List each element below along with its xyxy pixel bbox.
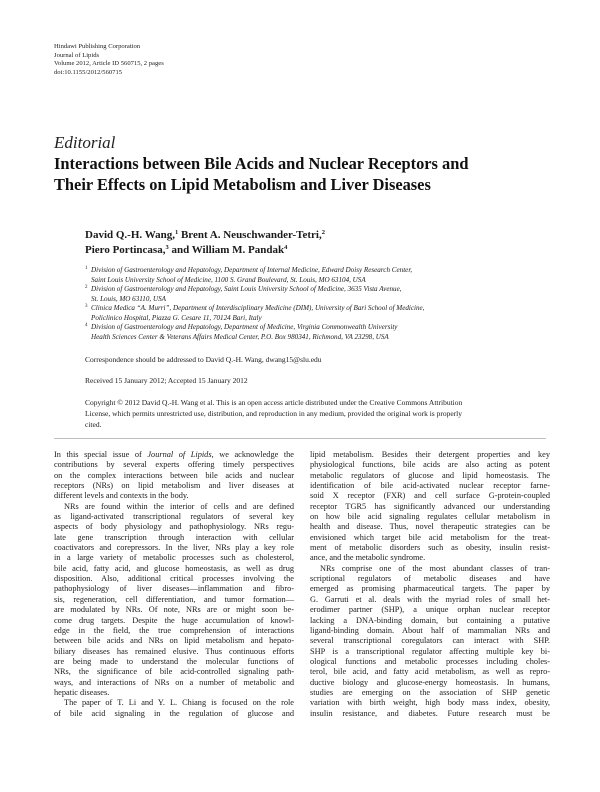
body-text-line: ligand-binding domain. About half of mammalian NRs and — [310, 625, 550, 635]
body-text-line: are being made to understand the molecular functions of — [54, 656, 294, 666]
copyright-line: Copyright © 2012 David Q.-H. Wang et al. This is an open access article distributed under the Creative Commons Attribution — [85, 398, 463, 407]
author-name: David Q.-H. Wang, — [85, 229, 175, 241]
copyright-line: cited. — [85, 420, 102, 429]
body-text-line: contributions by several experts offering timely perspectives — [54, 460, 294, 470]
affiliation-list — [85, 266, 555, 342]
body-text-line: coactivators and corepressors. In the liver, NRs play a key role — [54, 543, 294, 553]
body-paragraph — [54, 502, 294, 699]
body-text-line: soid X receptor (FXR) and cell surface G-protein-coupled — [310, 491, 550, 501]
body-text-line: on how bile acid signaling regulates cellular metabolism in — [310, 512, 550, 522]
body-text-line: receptors (NRs) on lipid metabolism and liver diseases at — [54, 481, 294, 491]
affiliation-line: Health Sciences Center & Veterans Affairs Medical Center, P.O. Box 980341, Richmond, VA 23298, USA — [91, 332, 389, 341]
body-text-line: physiological functions, bile acids are also acting as potent — [310, 460, 550, 470]
title-line: Interactions between Bile Acids and Nuclear Receptors and — [54, 154, 469, 173]
body-text-line: ment of metabolic disorders such as obesity, insulin resist- — [310, 543, 550, 553]
affiliation — [85, 323, 555, 342]
body-text-line: receptor TGR5 has significantly advanced our understanding — [310, 501, 550, 511]
affiliation-line: Division of Gastroenterology and Hepatology, Department of Medicine, Virginia Commonwealth University — [91, 323, 398, 331]
body-text-line: of bile acid signaling in the regulation of glucose and — [54, 708, 294, 718]
affiliation — [85, 266, 555, 285]
body-text-line: ways, and interactions of NRs on a number of metabolic and — [54, 677, 294, 687]
body-text-line: ductive biology and glucose-energy homeostasis. In humans, — [310, 677, 550, 687]
author-name: Brent A. Neuschwander-Tetri, — [180, 229, 322, 241]
body-text-line: emerged as promising pharmaceutical targets. The paper by — [310, 584, 550, 594]
author-name: and William M. Pandak — [171, 244, 285, 256]
body-text-line: NRs, the significance of bile acid-controlled signaling path- — [54, 667, 294, 677]
body-text-line: envisioned which target bile acid metabolism for the treat- — [310, 532, 550, 542]
affiliation-line: Policlinico Hospital, Piazza G. Cesare 11, 70124 Bari, Italy — [91, 313, 262, 322]
received-accepted-dates: Received 15 January 2012; Accepted 15 January 2012 — [85, 376, 248, 385]
body-text-line: The paper of T. Li and Y. L. Chiang is focused on the role — [64, 698, 294, 708]
affiliation-line: Clinica Medica “A. Murri”, Department of Interdisciplinary Medicine (DIM), University of Bari School of Medicine, — [91, 304, 425, 312]
body-text-line: ance, and the metabolic syndrome. — [310, 553, 426, 563]
copyright-line: License, which permits unrestricted use, distribution, and reproduction in any medium, provided the original work is properly — [85, 409, 462, 418]
body-text-line: pathophysiology of liver diseases—inflammation and fibro- — [54, 584, 294, 594]
affiliation-line: Division of Gastroenterology and Hepatology, Saint Louis University School of Medicine, 3635 Vista Avenue, — [91, 285, 402, 293]
body-text-line: biliary diseases has remained elusive. Thus continuous efforts — [54, 646, 294, 656]
body-text-line: in a large variety of metabolic processes such as cholesterol, — [54, 553, 294, 563]
author-list — [85, 228, 525, 258]
body-text-line: sis, regeneration, cell differentiation, and tumor formation— — [54, 594, 294, 604]
affiliation-number: 3 — [85, 304, 88, 309]
affiliation — [85, 304, 555, 323]
journal-header — [54, 43, 354, 77]
section-divider — [54, 438, 546, 439]
body-text-line: disposition. Also, additional critical processes involving the — [54, 574, 294, 584]
affiliation-marker: 4 — [284, 244, 288, 251]
affiliation-line: Saint Louis University School of Medicine, 1100 S. Grand Boulevard, St. Louis, MO 63104, USA — [91, 275, 366, 284]
body-text-line: metabolic regulators of glucose and lipid homeostasis. The — [310, 470, 550, 480]
affiliation-line: Division of Gastroenterology and Hepatology, Department of Internal Medicine, Edward Doisy Research Center, — [91, 266, 413, 274]
body-text-line: G. Garruti et al. deals with the myriad roles of small het- — [310, 594, 550, 604]
body-text-line: come drug targets. Despite the huge accumulation of knowl- — [54, 615, 294, 625]
body-text-line: as ligand-activated transcriptional regulators of several key — [54, 512, 294, 522]
affiliation-marker: 3 — [165, 244, 169, 251]
body-text-line: between bile acids and NRs on lipid metabolism and hepato- — [54, 636, 294, 646]
author-line — [85, 243, 525, 258]
body-text-line: studies are emerging on the association of SHP genetic — [310, 687, 550, 697]
affiliation-number: 2 — [85, 285, 88, 290]
body-text-line: scriptional regulators of metabolic diseases and have — [310, 574, 550, 584]
body-text-line: erodimer partner (SHP), a unique orphan nuclear receptor — [310, 605, 550, 615]
body-text-line: ological functions and metabolic processes including choles- — [310, 656, 550, 666]
body-text-line: lacking a DNA-binding domain, but containing a putative — [310, 615, 550, 625]
body-text-line: several transcriptional coregulators can interact with SHP. — [310, 636, 550, 646]
body-text-line: are modulated by NRs. Of note, NRs are or might soon be- — [54, 605, 294, 615]
journal-name: Journal of Lipids — [54, 51, 100, 59]
body-text-line: bile acid, fatty acid, and glucose homeostasis, as well as drug — [54, 563, 294, 573]
affiliation-line: St. Louis, MO 63110, USA — [91, 294, 166, 303]
body-text-line: aspects of body physiology and pathophysiology. NRs regu- — [54, 522, 294, 532]
copyright-notice — [85, 397, 555, 430]
section-label: Editorial — [54, 133, 116, 152]
journal-name-inline: Journal of Lipids — [147, 450, 212, 459]
body-text-line: edge in the field, the true comprehension of interactions — [54, 625, 294, 635]
body-paragraph — [310, 564, 550, 719]
affiliation — [85, 285, 555, 304]
body-text-line: insulin resistance, and diabetes. Future research must be — [310, 708, 550, 718]
body-text-line: In this special issue of Journal of Lipids, we acknowledge the — [54, 450, 294, 459]
correspondence-note: Correspondence should be addressed to David Q.-H. Wang, dwang15@slu.edu — [85, 355, 322, 364]
volume-info: Volume 2012, Article ID 560715, 2 pages — [54, 60, 164, 68]
body-column-right — [310, 450, 550, 719]
affiliation-marker: 1 — [174, 229, 179, 236]
body-paragraph — [54, 450, 294, 502]
body-column-left — [54, 450, 294, 719]
body-text-line: NRs are found within the interior of cells and are defined — [64, 501, 294, 511]
affiliation-number: 1 — [85, 266, 88, 271]
title-line: Their Effects on Lipid Metabolism and Liver Diseases — [54, 175, 431, 194]
body-text-line: NRs comprise one of the most abundant classes of tran- — [320, 563, 550, 573]
author-name: Piero Portincasa, — [85, 244, 166, 256]
body-text-line: SHP is a transcriptional regulator affecting multiple key bi- — [310, 646, 550, 656]
body-paragraph — [54, 698, 294, 719]
body-text-line: on the complex interactions between bile acids and nuclear — [54, 470, 294, 480]
body-text-line: different levels and contexts in the body. — [54, 491, 189, 501]
publisher-name: Hindawi Publishing Corporation — [54, 43, 141, 50]
body-text-line: variation with birth weight, high body mass index, obesity, — [310, 698, 550, 708]
author-line — [85, 228, 525, 243]
body-text-line: hepatic diseases. — [54, 687, 110, 697]
affiliation-number: 4 — [85, 323, 88, 328]
body-text-line: identification of bile acid-activated nuclear receptor farne- — [310, 481, 550, 491]
article-title — [54, 153, 554, 195]
body-text-line: terol, bile acid, and fatty acid metabolism, as well as repro- — [310, 667, 550, 677]
doi-link[interactable]: doi:10.1155/2012/560715 — [54, 68, 123, 76]
body-text-line: late gene transcription through interaction with cellular — [54, 532, 294, 542]
affiliation-marker: 2 — [321, 229, 325, 236]
body-text-line: lipid metabolism. Besides their detergent properties and key — [310, 450, 550, 459]
body-text-line: health and disease. Thus, novel therapeutic strategies can be — [310, 522, 550, 532]
body-paragraph — [310, 450, 550, 564]
